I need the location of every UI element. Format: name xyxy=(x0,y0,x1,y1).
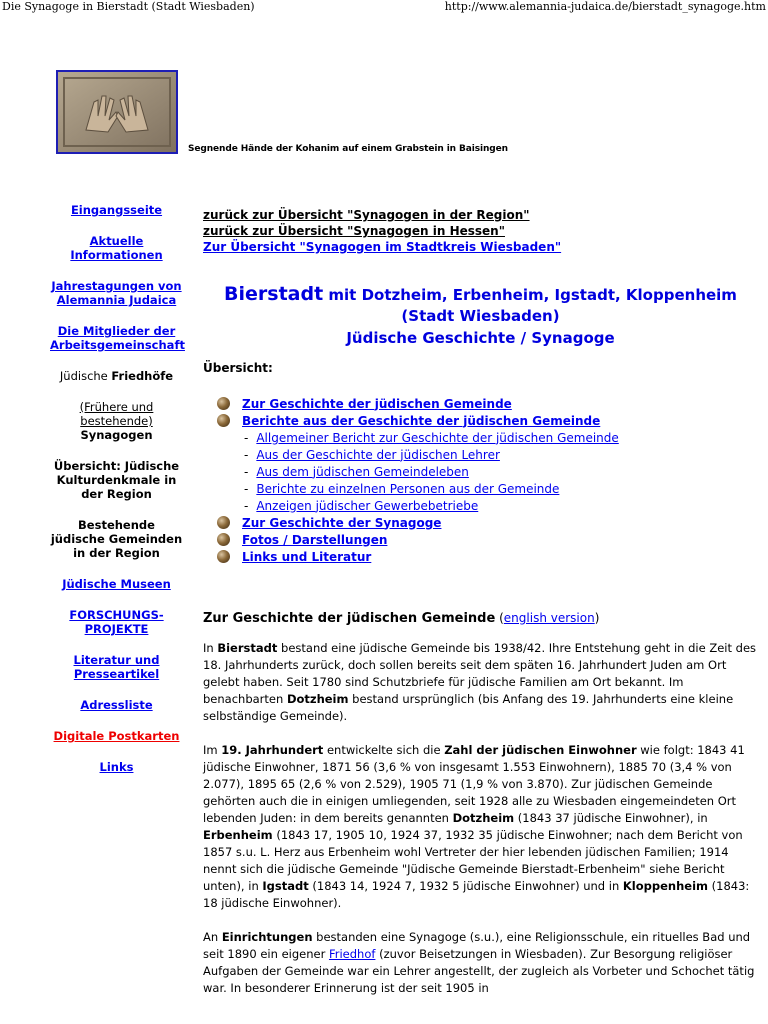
logo-image-blessing-hands[interactable] xyxy=(56,70,178,154)
hands-icon xyxy=(58,72,176,152)
toc-item xyxy=(217,548,758,565)
sidebar-item-synagogen-pre[interactable]: (Frühere und bestehende) xyxy=(79,400,154,428)
paragraph-1: In Bierstadt bestand eine jüdische Gemeinde bis 1938/42. Ihre Entstehung geht in die Zeit des 18. Jahrhunderts zurück, doch sollen bereits seit dem späten 16. Jahrhundert Juden am Ort gelebt haben. Seit 1780 sind Schutzbriefe für jüdische Familien am Ort bekannt. Im benachbarten Dotzheim bestand ursprünglich (bis Anfang des 19. Jahrhunderts eine kleine selbständige Gemeinde). xyxy=(203,641,757,723)
toc-link-fotos[interactable]: Fotos / Darstellungen xyxy=(242,532,388,547)
bullet-icon xyxy=(217,414,230,427)
section-heading-text: Zur Geschichte der jüdischen Gemeinde xyxy=(203,611,496,626)
bullet-icon xyxy=(217,516,230,529)
toc-item xyxy=(217,514,758,531)
toc-link-synagoge[interactable]: Zur Geschichte der Synagoge xyxy=(242,515,442,530)
page-url: http://www.alemannia-judaica.de/bierstadt_synagoge.htm xyxy=(444,0,766,13)
paragraph-3: An Einrichtungen bestanden eine Synagoge (s.u.), eine Religionsschule, ein rituelles Bad und seit 1890 ein eigener Friedhof (zuvor Beisetzungen in Wiesbaden). Zur Besorgung religiöser Aufgaben der Gemeinde war ein Lehrer angestellt, der zugleich als Vorbeter und Schochet tätig war. In besonderer Erinnerung ist der seit 1905 in xyxy=(203,930,755,995)
sidebar-item-friedhoefe-pre: Jüdische xyxy=(59,369,112,383)
toc-link-berichte[interactable]: Berichte aus der Geschichte der jüdischen Gemeinde xyxy=(242,413,601,428)
back-link-hessen[interactable]: zurück zur Übersicht "Synagogen in Hessen" xyxy=(203,224,505,238)
toc-link-geschichte[interactable]: Zur Geschichte der jüdischen Gemeinde xyxy=(242,396,512,411)
page-heading-rest: mit Dotzheim, Erbenheim, Igstadt, Kloppenheim xyxy=(323,286,737,304)
logo-caption: Segnende Hände der Kohanim auf einem Grabstein in Baisingen xyxy=(188,144,508,154)
main-content xyxy=(203,207,758,1009)
toc-sublink-gemeindeleben[interactable]: Aus dem jüdischen Gemeindeleben xyxy=(256,464,469,479)
toc-sublink-lehrer[interactable]: Aus der Geschichte der jüdischen Lehrer xyxy=(256,447,500,462)
sidebar-item-mitglieder[interactable]: Die Mitglieder der Arbeitsgemeinschaft xyxy=(50,324,185,352)
toc-sublink-allgemein[interactable]: Allgemeiner Bericht zur Geschichte der jüdischen Gemeinde xyxy=(256,430,619,445)
toc-subitem: - Berichte zu einzelnen Personen aus der Gemeinde xyxy=(244,481,560,496)
sidebar-item-bestehende-gemeinden[interactable]: Bestehende jüdische Gemeinden in der Region xyxy=(50,518,183,560)
page-heading-line2: (Stadt Wiesbaden) xyxy=(401,307,560,325)
toc-subitem: - Aus der Geschichte der jüdischen Lehrer xyxy=(244,447,500,462)
sidebar-item-kulturdenkmale[interactable]: Übersicht: Jüdische Kulturdenkmale in der Region xyxy=(53,459,180,501)
sidebar-item-adressliste[interactable]: Adressliste xyxy=(80,698,153,712)
sidebar-item-jahrestagungen[interactable]: Jahrestagungen von Alemannia Judaica xyxy=(51,279,182,307)
toc-subitem: - Allgemeiner Bericht zur Geschichte der jüdischen Gemeinde xyxy=(244,430,619,445)
toc-sublink-personen[interactable]: Berichte zu einzelnen Personen aus der Gemeinde xyxy=(256,481,560,496)
toc-item xyxy=(217,531,758,548)
bullet-icon xyxy=(217,533,230,546)
sidebar-item-friedhoefe[interactable] xyxy=(50,369,183,383)
page-heading-line3: Jüdische Geschichte / Synagoge xyxy=(346,329,615,347)
toc-subitem: - Anzeigen jüdischer Gewerbebetriebe xyxy=(244,498,479,513)
table-of-contents xyxy=(217,395,758,565)
sidebar-item-postkarten[interactable]: Digitale Postkarten xyxy=(53,729,180,743)
paragraph-2: Im 19. Jahrhundert entwickelte sich die Zahl der jüdischen Einwohner wie folgt: 1843 41 jüdische Einwohner, 1871 56 (3,6 % von insgesamt 1.553 Einwohnern), 1885 70 (3,4 % von 2.077), 1895 65 (2,6 % von 2.529), 1905 71 (1,9 % von 3.870). Zur jüdischen Gemeinde gehörten auch die in einigen umliegenden, seit 1928 alle zu Wiesbaden eingemeindeten Ort lebenden Juden: in dem bereits genannten Dotzheim (1843 37 jüdische Einwohner), in Erbenheim (1843 17, 1905 10, 1924 37, 1932 35 jüdische Einwohner; nach dem Bericht von 1857 s.u. L. Herz aus Erbenheim wohl Vertreter der hier lebenden jüdischen Familien; 1914 nennt sich die jüdische Gemeinde "Jüdische Gemeinde Bierstadt-Erbenheim" siehe Bericht unten), in Igstadt (1843 14, 1924 7, 1932 5 jüdische Einwohner) und in Kloppenheim (1843: 18 jüdische Einwohner). xyxy=(203,743,750,910)
toc-item xyxy=(217,395,758,412)
overview-label: Übersicht: xyxy=(203,361,273,375)
sidebar-item-synagogen[interactable] xyxy=(50,400,183,442)
sidebar-item-friedhoefe-bold[interactable]: Friedhöfe xyxy=(111,369,174,383)
sidebar-item-eingangsseite[interactable]: Eingangsseite xyxy=(70,203,163,217)
sidebar-item-forschungsprojekte[interactable]: FORSCHUNGS-PROJEKTE xyxy=(69,608,164,636)
section-heading: Zur Geschichte der jüdischen Gemeinde (english version) xyxy=(203,611,600,626)
friedhof-link[interactable]: Friedhof xyxy=(328,947,376,961)
page-heading-line1 xyxy=(203,283,758,305)
back-link-region[interactable]: zurück zur Übersicht "Synagogen in der Region" xyxy=(203,208,530,222)
toc-subitem: - Aus dem jüdischen Gemeindeleben xyxy=(244,464,469,479)
english-version-link[interactable]: english version xyxy=(503,611,595,625)
toc-link-literatur[interactable]: Links und Literatur xyxy=(242,549,372,564)
page-heading-main: Bierstadt xyxy=(224,283,324,305)
page-title: Die Synagoge in Bierstadt (Stadt Wiesbaden) xyxy=(2,0,255,13)
bullet-icon xyxy=(217,397,230,410)
sidebar-item-literatur[interactable]: Literatur und Presseartikel xyxy=(73,653,160,681)
print-header xyxy=(0,0,768,16)
toc-sublink-anzeigen[interactable]: Anzeigen jüdischer Gewerbebetriebe xyxy=(256,498,479,513)
sidebar-nav xyxy=(50,203,183,791)
sidebar-item-aktuelle-informationen[interactable]: Aktuelle Informationen xyxy=(70,234,163,262)
sidebar-item-links[interactable]: Links xyxy=(99,760,134,774)
sidebar-item-museen[interactable]: Jüdische Museen xyxy=(62,577,171,591)
page-heading xyxy=(203,283,758,349)
bullet-icon xyxy=(217,550,230,563)
back-link-wiesbaden[interactable]: Zur Übersicht "Synagogen im Stadtkreis Wiesbaden" xyxy=(203,240,562,254)
toc-item xyxy=(217,412,758,429)
sidebar-item-synagogen-bold[interactable]: Synagogen xyxy=(80,428,153,442)
